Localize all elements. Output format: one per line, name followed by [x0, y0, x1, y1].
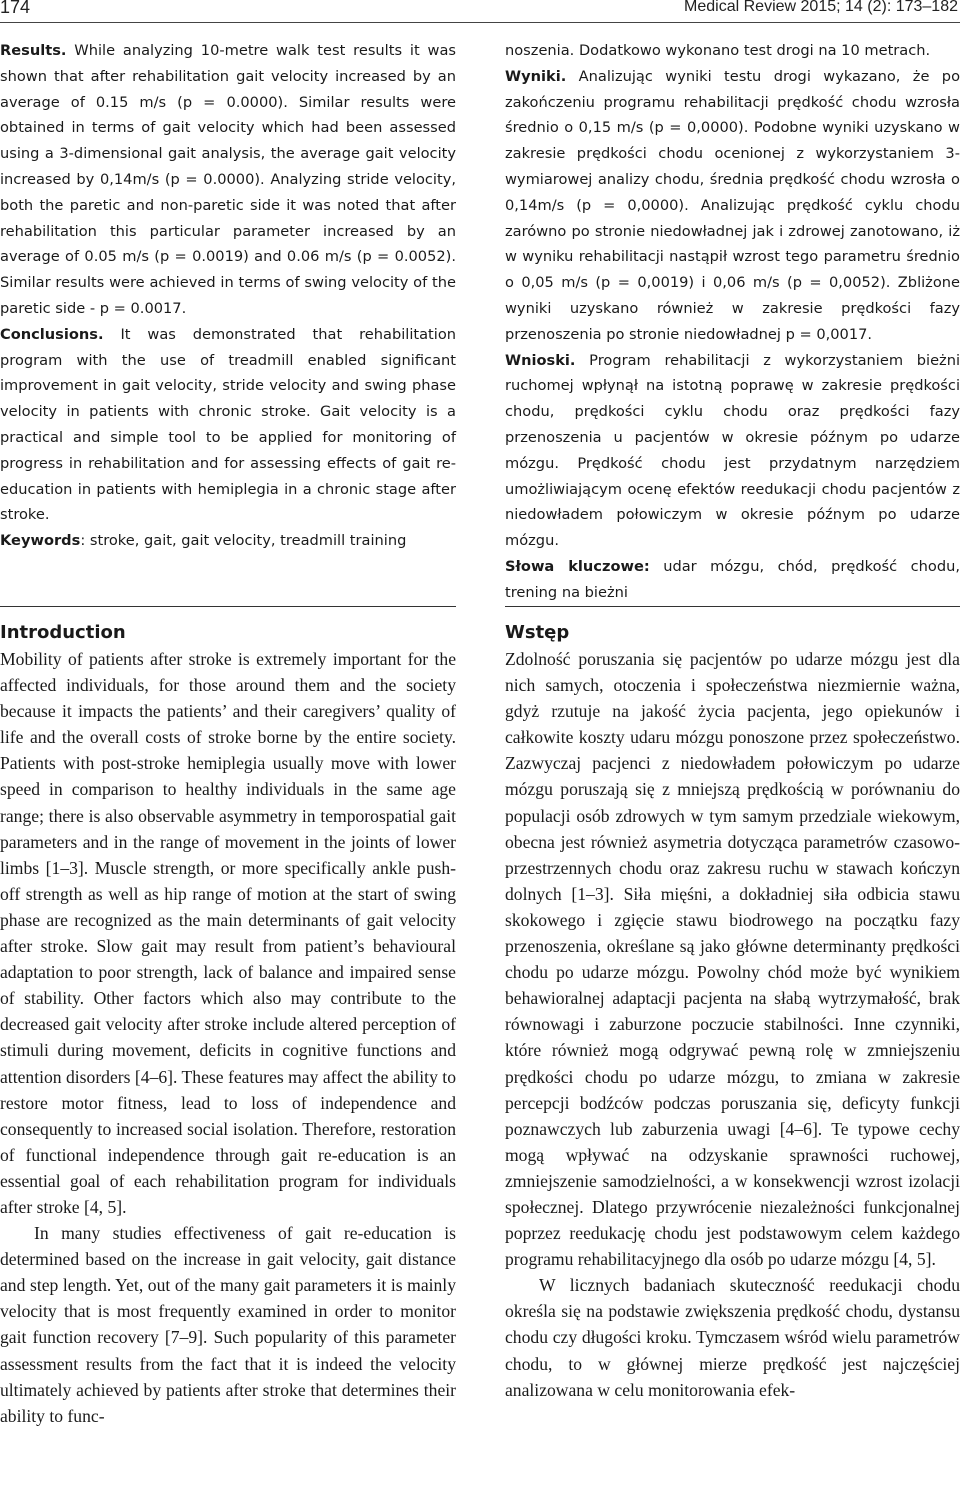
introduction-polish	[505, 620, 960, 1403]
abstract-pl-keywords	[505, 554, 960, 606]
abstract-pl-conclusions	[505, 348, 960, 554]
section-divider-right	[505, 606, 960, 607]
abstract-keywords	[0, 528, 456, 554]
results-label: Results.	[0, 42, 67, 59]
introduction-english	[0, 620, 456, 1429]
pl-keywords-label: Słowa kluczowe:	[505, 557, 650, 575]
section-divider-left	[0, 606, 456, 607]
wstep-paragraph-2: W licznych badaniach skuteczność reedukacji chodu określa się na podstawie zwiększenia prędkość chodu, dystansu chodu czy długości kroku. Tymczasem wśród wielu parametrów chodu, to w głównej mierze prędkość jest najczęściej analizowana w celu monitorowania efek-	[505, 1275, 960, 1400]
pl-results-label: Wyniki.	[505, 67, 567, 85]
conclusions-label: Conclusions.	[0, 325, 104, 343]
results-text: While analyzing 10-metre walk test results it was shown that after rehabilitation gait velocity increased by an average of 0.15 m/s (p = 0.0000). Similar results were obtained in terms of gait velocity which had been assessed using a 3-dimensional gait analysis, the average gait velocity increased by 0,14m/s (p = 0.0000). Analyzing stride velocity, both the paretic and non-paretic side it was noted that after rehabilitation this particular parameter increased by an average of 0.05 m/s (p = 0.0019) and 0.06 m/s (p = 0.0052). Similar results were achieved in terms of swing velocity of the paretic side - p = 0.0017.	[0, 42, 457, 317]
abstract-pl-results	[505, 64, 960, 348]
conclusions-text: It was demonstrated that rehabilitation program with the use of treadmill enabled significant improvement in gait velocity, stride velocity and swing phase velocity in patients with chronic stroke. Gait velocity is a practical and simple tool to be applied for monitoring of progress in rehabilitation and for assessing effects of gait re-education in patients with hemiplegia in a chronic stage after stroke.	[0, 325, 457, 524]
pl-keywords-text: udar mózgu, chód, prędkość chodu, trening na bieżni	[505, 557, 960, 601]
abstract-conclusions	[0, 322, 456, 528]
keywords-label: Keywords	[0, 532, 81, 550]
pl-conclusions-text: Program rehabilitacji z wykorzystaniem bieżni ruchomej wpłynął na istotną poprawę w zakresie prędkości chodu, prędkości cyklu chodu oraz prędkości fazy przenoszenia u pacjentów w okresie późnym po udarze mózgu. Prędkość chodu jest przydatnym narzędziem umożliwiającym ocenę efektów reedukacji chodu pacjentów z niedowładem połowiczym w okresie późnym po udarze mózgu.	[505, 351, 960, 550]
wstep-paragraph-1: Zdolność poruszania się pacjentów po udarze mózgu jest dla nich samych, otoczenia i społeczeństwa niezmiernie ważna, gdyż rzutuje na jakość życia pacjenta, jego opiekunów i całkowite koszty udaru mózgu ponoszone przez społeczeństwo. Zazwyczaj pacjenci z niedowładem połowiczym po udarze mózgu poruszają się z mniejszą prędkością w porównaniu do populacji osób zdrowych w tym samym przedziale wiekowym, obecna jest również asymetria dotycząca parametrów czasowo-przestrzennych chodu oraz zakresu ruchu w stawach kończyn dolnych [1–3]. Siła mięśni, a dokładniej siła odbicia stawu skokowego i zgięcie stawu biodrowego na początku fazy przenoszenia, określane są jako główne determinanty prędkości chodu po udarze mózgu. Powolny chód może być wynikiem behawioralnej adaptacji pacjenta na słabą wytrzymałość, brak równowagi i zaburzone poczucie stabilności. Inne czynniki, które również mogą odgrywać pewną rolę w zmniejszeniu prędkości chodu po udarze mózgu, to zmiana w zakresie percepcji bodźców podczas poruszania się, deficyty funkcji poznawczych lub zaburzenia uwagi [4–6]. Te typowe cechy mogą wpływać na odzyskanie sprawności ruchowej, zmniejszenie samodzielności, a w konsekwencji wzrost izolacji społecznej. Dlatego przywrócenie niezależności funkcjonalnej poprzez reedukację chodu jest podstawowym celem każdego programu rehabilitacyjnego dla osób po udarze mózgu [4, 5].	[505, 649, 960, 1270]
running-header	[0, 0, 960, 23]
page-number: 174	[0, 0, 31, 17]
introduction-paragraph-1: Mobility of patients after stroke is extremely important for the affected individuals, for those around them and the society because it impacts the patients’ and their caregivers’ quality of life and the overall costs of stroke borne by the entire society. Patients with post-stroke hemiplegia usually move with lower speed in comparison to healthy individuals in the same age range; there is also observable asymmetry in temporospatial gait parameters and in the range of movement in the joints of lower limbs [1–3]. Muscle strength, or more specifically ankle push-off strength as well as hip range of motion at the start of swing phase are recognized as the main determinants of gait velocity after stroke. Slow gait may result from patient’s behavioural adaptation to poor strength, lack of balance and impaired sense of stability. Other factors which also may contribute to the decreased gait velocity after stroke include altered perception of stimuli during movement, deficits in cognitive functions and attention disorders [4–6]. These features may affect the ability to restore motor fitness, lead to loss of independence and consequently to increased social isolation. Therefore, restoration of functional independence through gait re-education is an essential goal of each rehabilitation program for individuals after stroke [4, 5].	[0, 649, 456, 1217]
abstract-results	[0, 38, 456, 322]
abstract-polish	[505, 38, 960, 606]
pl-conclusions-label: Wnioski.	[505, 351, 576, 369]
keywords-text: : stroke, gait, gait velocity, treadmill training	[80, 532, 407, 550]
abstract-english	[0, 38, 456, 554]
introduction-paragraph-2: In many studies effectiveness of gait re-education is determined based on the increase in gait velocity, gait distance and step length. Yet, out of the many gait parameters it is mainly velocity that is most frequently examined in order to monitor gait function recovery [7–9]. Such popularity of this parameter assessment results from the fact that it is indeed the velocity ultimately achieved by patients after stroke that determines their ability to func-	[0, 1223, 456, 1426]
journal-citation: Medical Review 2015; 14 (2): 173–182	[684, 0, 958, 15]
wstep-heading: Wstęp	[505, 622, 570, 643]
pl-results-text: Analizując wyniki testu drogi wykazano, że po zakończeniu programu rehabilitacji prędkość chodu wzrosła średnio o 0,15 m/s (p = 0,0000). Podobne wyniki uzyskano w zakresie prędkości chodu ocenionej z wykorzystaniem 3-wymiarowej analizy chodu, średnia prędkość chodu wzrosła o 0,14m/s (p = 0,0000). Analizując prędkość cyklu chodu zarówno po stronie niedowładnej jak i zdrowej zanotowano, iż w wyniku rehabilitacji nastąpił wzrost tego parametru średnio o 0,05 m/s (p = 0,0019) i 0,06 m/s (p = 0,0052). Zbliżone wyniki uzyskano również w zakresie prędkości fazy przenoszenia po stronie niedowładnej p = 0,0017.	[505, 67, 960, 343]
introduction-heading: Introduction	[0, 622, 126, 643]
abstract-pl-lead: noszenia. Dodatkowo wykonano test drogi na 10 metrach.	[505, 42, 931, 59]
